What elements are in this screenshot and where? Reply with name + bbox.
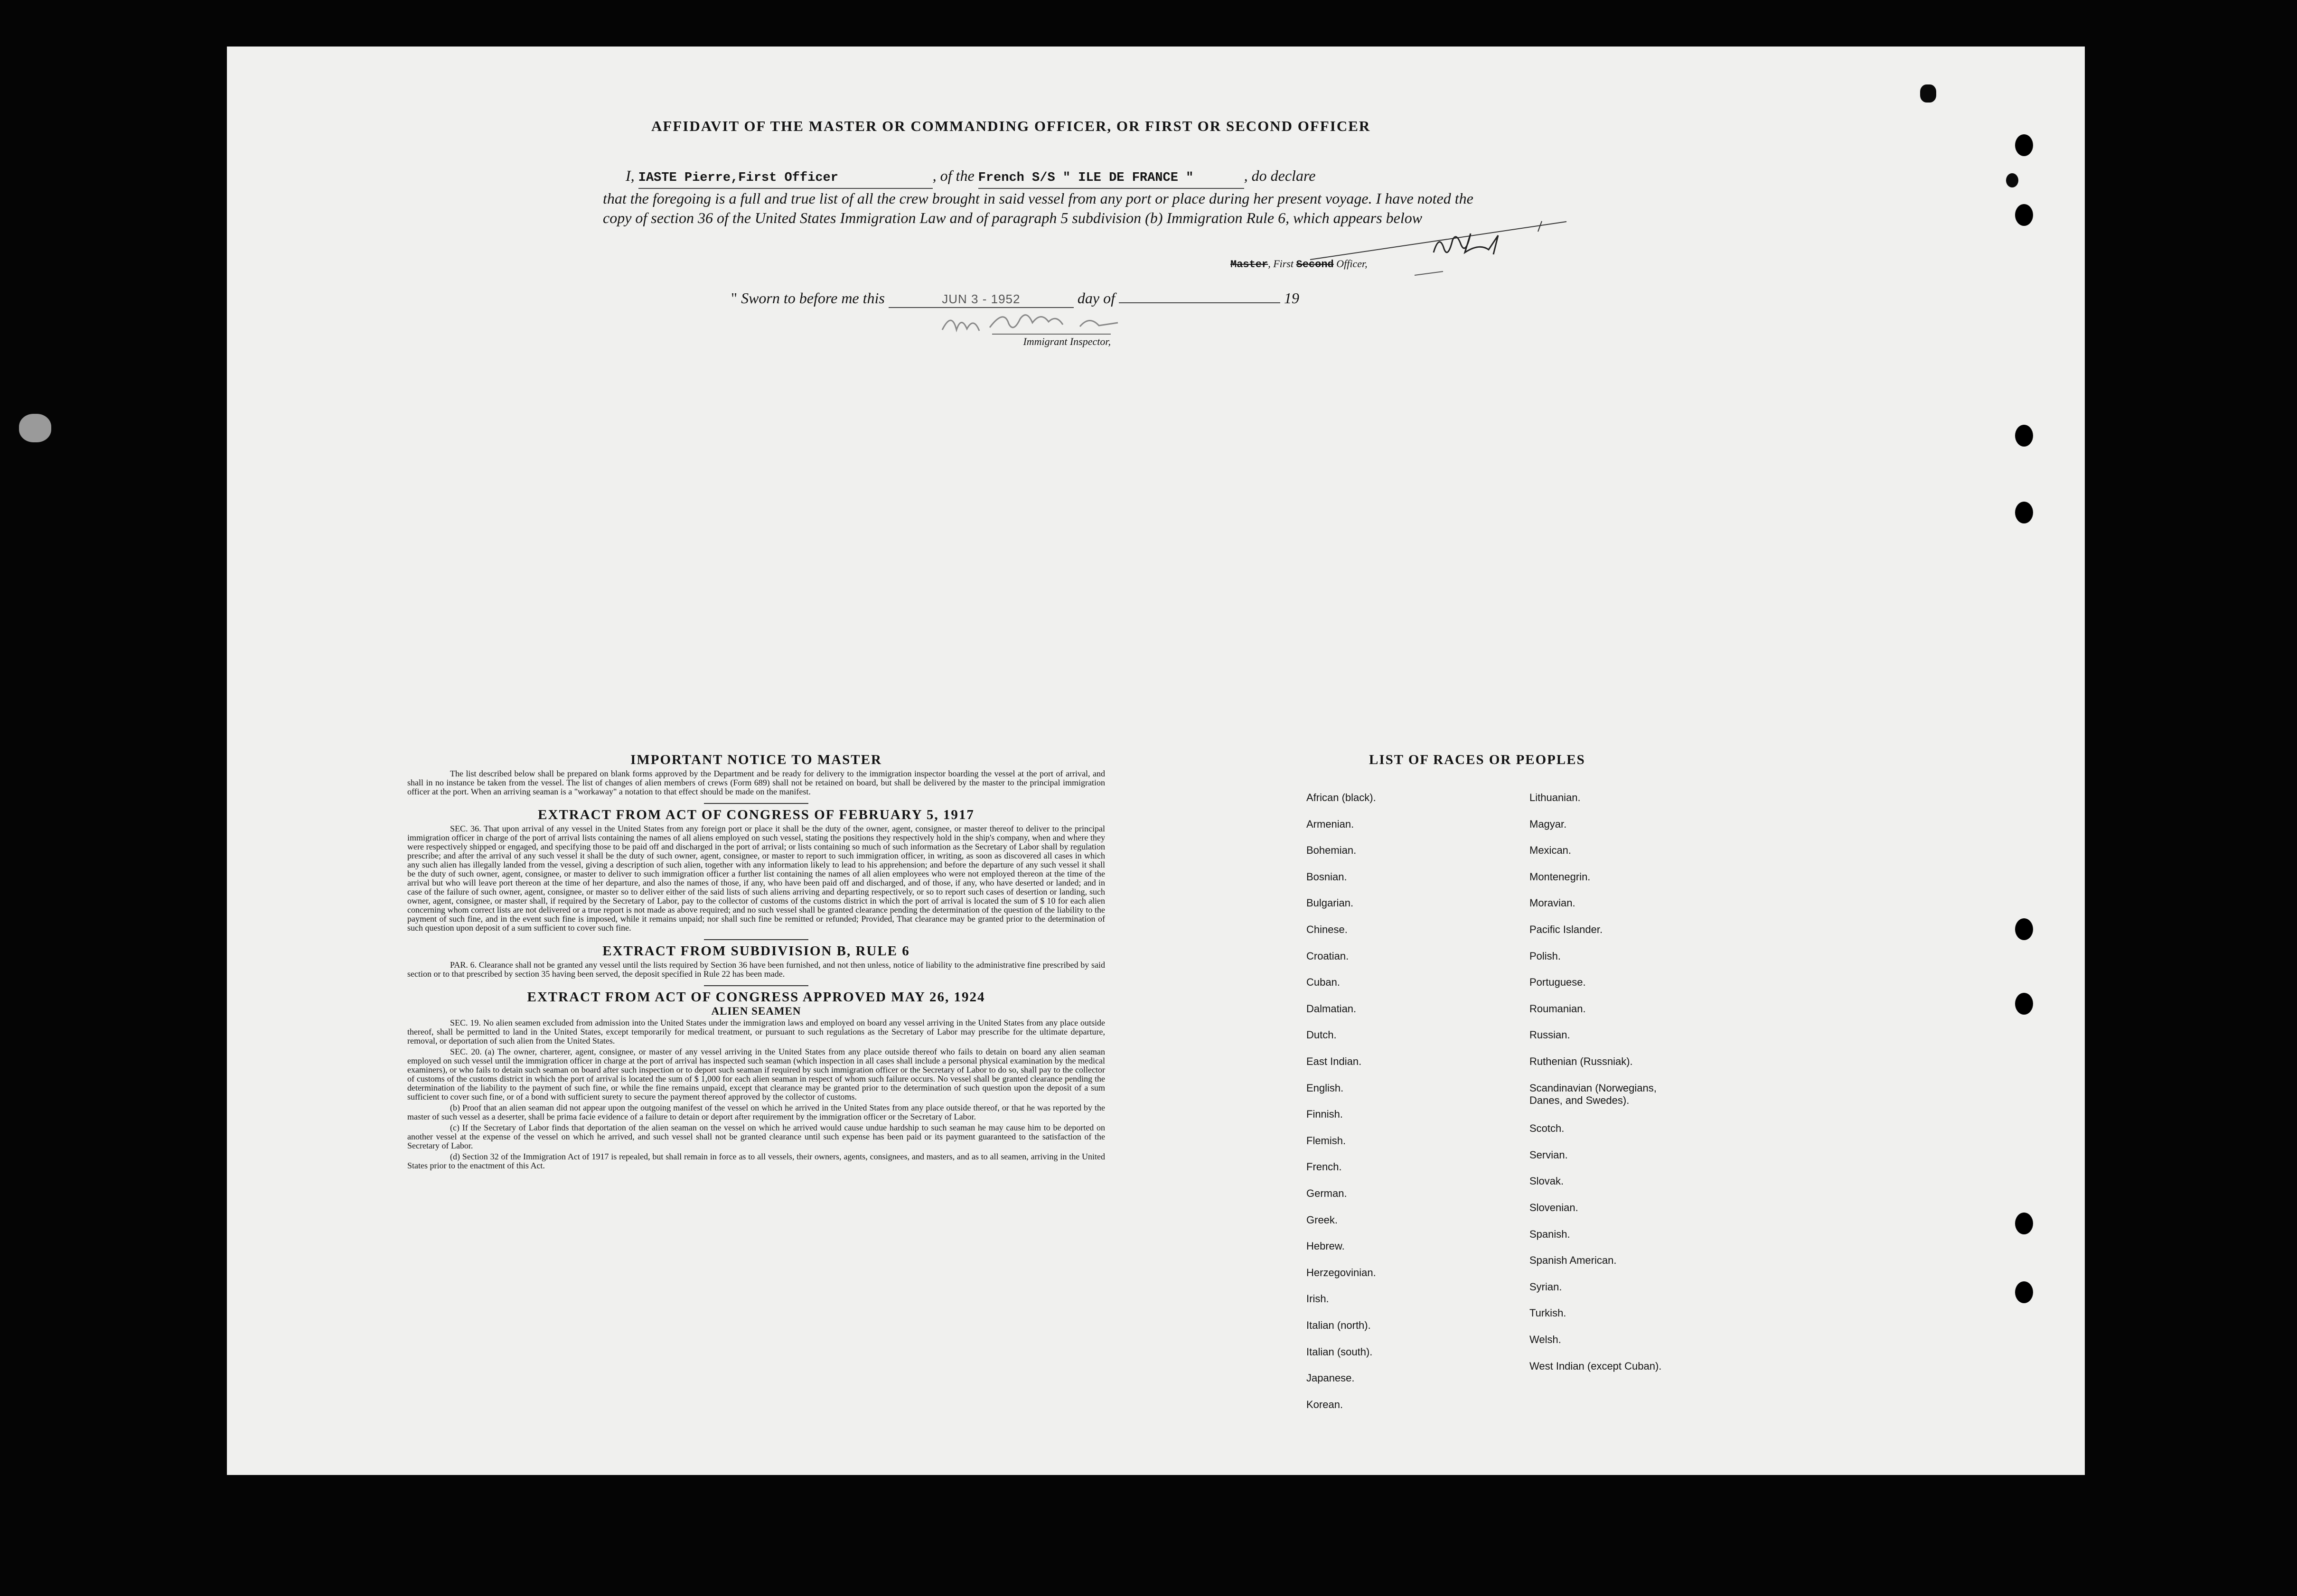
race-item: Italian (north). [1306, 1319, 1371, 1331]
race-item: Bohemian. [1306, 844, 1357, 857]
par-6-text: PAR. 6. Clearance shall not be granted any vessel until the lists required by Section 36 have been furnished, and not then unless, notice of liability to the administrative fine prescribed by said section or to that prescribed by section 35 having been served, the deposit specified in Rule 22 has been made. [407, 960, 1105, 979]
race-item: Irish. [1306, 1293, 1329, 1305]
race-item: Roumanian. [1529, 1002, 1586, 1015]
sworn-label: Sworn to before me this [741, 289, 885, 307]
race-item: Greek. [1306, 1213, 1338, 1226]
divider [704, 803, 808, 804]
race-item: Slovak. [1529, 1175, 1564, 1187]
vessel-name-field: French S/S " ILE DE FRANCE " [978, 168, 1244, 189]
punch-hole [2015, 918, 2033, 940]
notice-title: IMPORTANT NOTICE TO MASTER [630, 752, 882, 767]
race-item: English. [1306, 1082, 1344, 1094]
sec-20c-text: (c) If the Secretary of Labor finds that deportation of the alien seaman on the vessel on which he arrived would cause undue hardship to such seaman he may cause him to be deported on another vessel at the expense of the vessel on which he arrived, and such vessel shall not be granted clearance until such expense has been paid or its payment guaranteed to the satisfaction of the Secretary of Labor. [407, 1123, 1105, 1150]
divider [704, 939, 808, 940]
race-item: Pacific Islander. [1529, 924, 1603, 935]
race-item: Polish. [1529, 950, 1561, 962]
race-item: Croatian. [1306, 950, 1349, 962]
year-prefix: 19 [1284, 289, 1299, 307]
punch-hole [2015, 502, 2033, 523]
race-item: Russian. [1529, 1029, 1570, 1041]
race-item: East Indian. [1306, 1055, 1362, 1067]
sec-20b-text: (b) Proof that an alien seaman did not appear upon the outgoing manifest of the vessel on which he arrived in the United States from any place outside thereof, or that he was reported by the master of such vessel as a deserter, shall be prima facie evidence of a failure to detain or deport after requirement by the immigration officer or the Secretary of Labor. [407, 1103, 1105, 1121]
race-item: Armenian. [1306, 818, 1354, 830]
declarant-prefix: I, [626, 167, 635, 184]
ink-blot [2006, 173, 2018, 187]
race-item: Scandinavian (Norwegians, Danes, and Swedes). [1529, 1082, 1657, 1106]
notice-intro: The list described below shall be prepared on blank forms approved by the Department and be ready for delivery to the immigration inspector boarding the vessel at the port of arrival, and shall in no instance be taken from the vessel. The list of changes of alien members of crews (Form 689) shall not be retained on board, but shall be delivered by the master to the principal immigration officer at the port. When an arriving seaman is a "workaway" a notation to that effect should be made on the manifest. [407, 769, 1105, 796]
race-item: West Indian (except Cuban). [1529, 1360, 1662, 1372]
officer-rank-line: Master, First Second Officer, [1230, 258, 1368, 271]
notice-section [407, 750, 1105, 1172]
race-item: Chinese. [1306, 924, 1348, 935]
declare-text: , do declare [1244, 167, 1316, 184]
race-item: Spanish American. [1529, 1254, 1617, 1267]
race-item: Turkish. [1529, 1307, 1566, 1319]
race-item: Portuguese. [1529, 976, 1586, 989]
race-item: African (black). [1306, 792, 1376, 803]
race-item: Slovenian. [1529, 1202, 1578, 1213]
race-item: Lithuanian. [1529, 792, 1581, 803]
race-item: Spanish. [1529, 1228, 1570, 1240]
race-item: Magyar. [1529, 818, 1567, 830]
affidavit-body-text: that the foregoing is a full and true list of all the crew brought in said vessel from any port or place during her present voyage. I have noted the copy of section 36 of the United States Immigration Law and of paragraph 5 subdivision (b) Immigration Rule 6, which appears below [603, 190, 1473, 226]
punch-hole [2015, 425, 2033, 447]
officer-name-field: IASTE Pierre,First Officer [638, 168, 933, 189]
race-item: Syrian. [1529, 1280, 1562, 1293]
day-of-label: day of [1077, 289, 1115, 307]
race-item: Bulgarian. [1306, 897, 1354, 909]
edge-mark [19, 414, 51, 442]
race-item: Herzegovinian. [1306, 1266, 1376, 1279]
sec-36-text: SEC. 36. That upon arrival of any vessel in the United States from any foreign port or place it shall be the duty of the owner, agent, consignee, or master thereof to deliver to the principal immigration officer in charge of the port of arrival lists containing the names of all aliens employed on such vessel, stating the positions they respectively hold in the ship's company, when and where they were respectively shipped or engaged, and specifying those to be paid off and discharged in the port of arrival; or lists containing so much of such information as the Secretary of Labor shall by regulation prescribe; and after the arrival of any such vessel it shall be the duty of such owner, agent, consignee, or master to report to such immigration officer, in writing, as soon as discovered all cases in which any such alien has illegally landed from the vessel, giving a description of such alien, together with any information likely to lead to his apprehension; and before the departure of any such vessel it shall be the duty of such owner, agent, consignee, or master to deliver to such immigration officer a further list containing the names of all alien employees who were not employed thereon at the time of the arrival but who will leave port thereon at the time of her departure, and also the names of those, if any, who have been paid off and discharged, and of those, if any, who have deserted or landed; and in case of the failure of such owner, agent, consignee, or master so to deliver either of the said lists of such aliens arriving and departing respectively, or so to report such cases of desertion or landing, such owner, agent, consignee, or master shall, if required by the Secretary of Labor, pay to the collector of customs of the customs district in which the port of arrival is located the sum of $ 10 for each alien concerning whom correct lists are not delivered or a true report is not made as above required; and no such vessel shall be granted clearance pending the determination of the question of the liability to the payment of such fine, and in the event such fine is imposed, while it remains unpaid; nor shall such fine be remitted or refunded; Provided, That clearance may be granted prior to the determination of such question upon deposit of a sum sufficient to cover such fine. [407, 824, 1105, 933]
sworn-line: " Sworn to before me this JUN 3 - 1952 day of 19 [731, 289, 1299, 308]
alien-seamen-heading: ALIEN SEAMEN [711, 1005, 801, 1017]
sec-19-text: SEC. 19. No alien seamen excluded from admission into the United States under the immigration laws and employed on board any vessel arriving in the United States from any place outside thereof, shall be permitted to land in the United States, except temporarily for medical treatment, or pursuant to such regulations as the Secretary of Labor may prescribe for the ultimate departure, removal, or deportation of such alien from the United States. [407, 1018, 1105, 1045]
race-item: Dalmatian. [1306, 1002, 1357, 1015]
rank-first: First [1273, 258, 1294, 270]
date-stamp: JUN 3 - 1952 [942, 292, 1021, 306]
race-item: Scotch. [1529, 1122, 1565, 1135]
race-item: Cuban. [1306, 976, 1340, 989]
sec-20d-text: (d) Section 32 of the Immigration Act of 1917 is repealed, but shall remain in force as to all vessels, their owners, agents, consignees, and masters, and as to all seamen, arriving in the United States prior to the enactment of this Act. [407, 1152, 1105, 1170]
divider [704, 985, 808, 986]
act-1924-title: EXTRACT FROM ACT OF CONGRESS APPROVED MAY 26, 1924 [527, 989, 985, 1005]
punch-hole [2015, 1281, 2033, 1303]
affidavit-title: AFFIDAVIT OF THE MASTER OR COMMANDING OFFICER, OR FIRST OR SECOND OFFICER [651, 118, 1371, 134]
race-item: Mexican. [1529, 844, 1572, 857]
race-item: Ruthenian (Russniak). [1529, 1055, 1633, 1067]
rank-master-struck: Master [1230, 259, 1268, 271]
race-item: Welsh. [1529, 1334, 1561, 1345]
race-item: Finnish. [1306, 1108, 1343, 1120]
rank-second-struck: Second [1296, 259, 1334, 271]
race-item: Montenegrin. [1529, 870, 1591, 883]
inspector-label: Immigrant Inspector, [992, 334, 1111, 348]
rule-6-title: EXTRACT FROM SUBDIVISION B, RULE 6 [602, 943, 910, 959]
races-list-title: LIST OF RACES OR PEOPLES [1369, 752, 1585, 767]
race-item: Bosnian. [1306, 870, 1347, 883]
race-item: Hebrew. [1306, 1240, 1345, 1252]
punch-hole [2015, 204, 2033, 226]
punch-hole [2015, 1213, 2033, 1234]
race-item: Korean. [1306, 1398, 1343, 1410]
ink-blot [1920, 84, 1936, 103]
race-item: Moravian. [1529, 897, 1575, 909]
race-item: Italian (south). [1306, 1345, 1373, 1358]
of-the-text: , of the [932, 167, 975, 184]
officer-signature [1301, 215, 1581, 281]
act-1917-title: EXTRACT FROM ACT OF CONGRESS OF FEBRUARY 5, 1917 [538, 807, 975, 822]
rank-suffix: Officer, [1336, 258, 1368, 270]
race-item: German. [1306, 1187, 1347, 1199]
race-item: French. [1306, 1161, 1342, 1173]
race-item: Servian. [1529, 1148, 1568, 1161]
race-item: Japanese. [1306, 1372, 1355, 1384]
race-item: Flemish. [1306, 1134, 1346, 1147]
punch-hole [2015, 134, 2033, 156]
sec-20a-text: SEC. 20. (a) The owner, charterer, agent, consignee, or master of any vessel arriving in the United States from any place outside thereof who fails to detain on board any alien seaman employed on such vessel until the immigration officer in charge at the port of arrival has inspected such seaman (which inspection in all cases shall include a personal physical examination by the medical examiners), or who fails to detain such seaman on board after such inspection or to deport such seaman if required by such immigration officer or the Secretary of Labor to do so, shall pay to the collector of customs of the customs district in which the port of arrival is located the sum of $ 1,000 for each alien seaman in respect of whom such failure occurs. No vessel shall be granted clearance pending the determination of the liability to the payment of such fine, or while the fine remains unpaid, except that clearance may be granted prior to the determination of such question upon the deposit of a sum sufficient to cover such fine, or of a bond with sufficient surety to secure the payment thereof approved by the collector of customs. [407, 1047, 1105, 1101]
race-item: Dutch. [1306, 1029, 1337, 1041]
punch-hole [2015, 993, 2033, 1015]
